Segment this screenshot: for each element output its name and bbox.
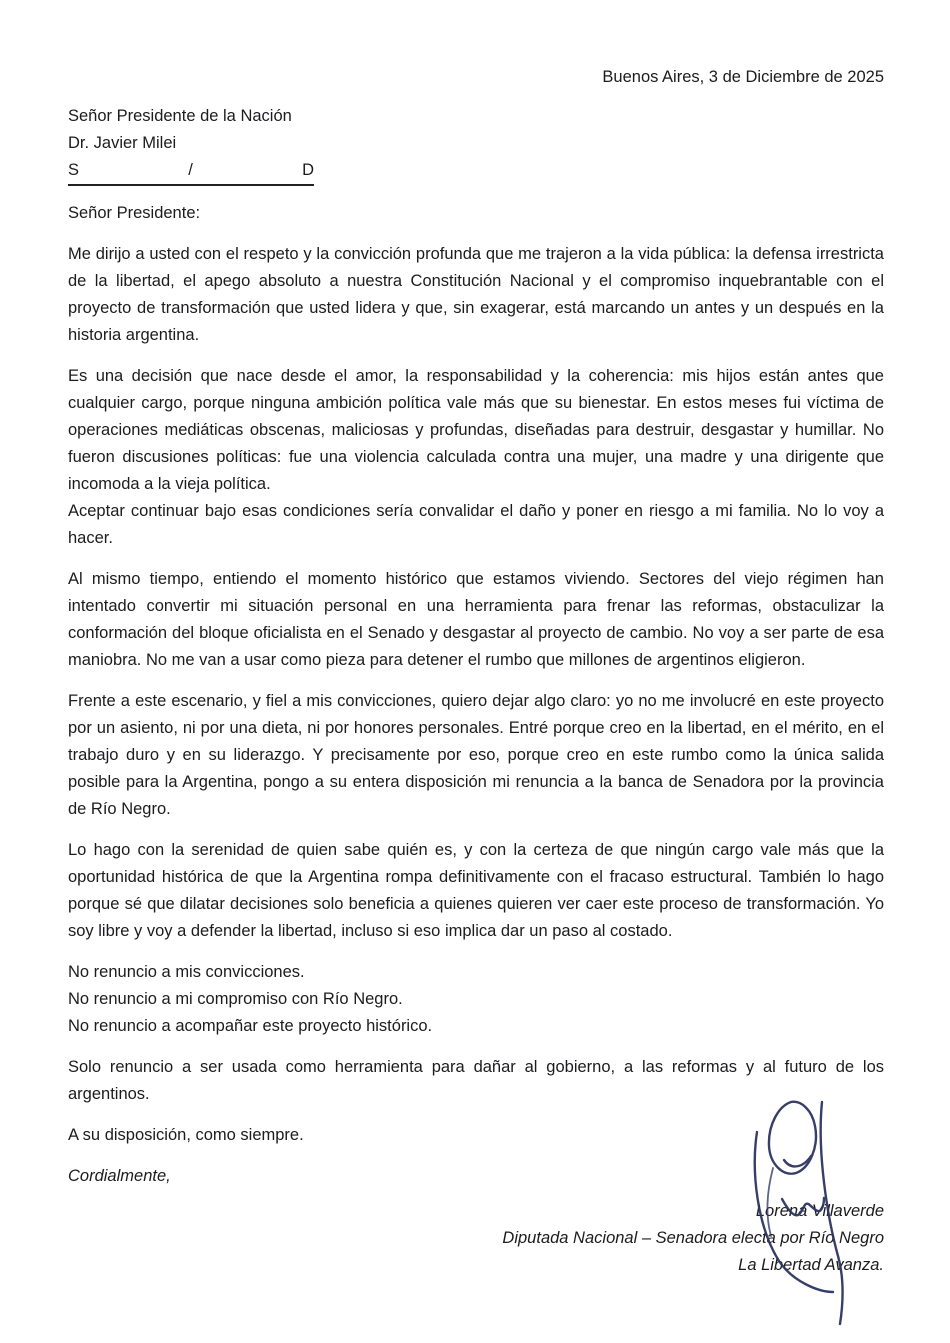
paragraph — [68, 688, 884, 823]
signature-block — [68, 1198, 884, 1279]
paragraph-line: Es una decisión que nace desde el amor, la responsabilidad y la coherencia: mis hijos están antes que cualquier cargo, porque ninguna ambición política vale más que su bienestar. En estos meses fui víctima de operaciones mediáticas obscenas, maliciosas y profundas, diseñadas para destruir, desgastar y humillar. No fueron discusiones políticas: fue una violencia calculada contra una mujer, una madre y una dirigente que incomoda a la vieja política. — [68, 367, 884, 493]
sd-right: D — [302, 161, 314, 179]
paragraph-line: No renuncio a acompañar este proyecto histórico. — [68, 1017, 433, 1035]
signature-title: Diputada Nacional – Senadora electa por Río Negro — [502, 1229, 884, 1247]
paragraph — [68, 566, 884, 674]
signature-party: La Libertad Avanza. — [738, 1256, 884, 1274]
sd-line — [68, 158, 314, 186]
paragraph-line: No renuncio a mi compromiso con Río Negro. — [68, 990, 403, 1008]
paragraph-line: No renuncio a mis convicciones. — [68, 963, 305, 981]
paragraph-line: Solo renuncio a ser usada como herramienta para dañar al gobierno, a las reformas y al futuro de los argentinos. — [68, 1058, 884, 1103]
sd-left: S — [68, 161, 80, 179]
signature-name: Lorena Villaverde — [755, 1202, 884, 1220]
date-line: Buenos Aires, 3 de Diciembre de 2025 — [602, 68, 884, 86]
recipient-line-name: Dr. Javier Milei — [68, 134, 177, 152]
sd-separator: / — [188, 161, 193, 179]
recipient-block — [68, 103, 884, 186]
letter-body — [68, 241, 884, 1108]
recipient-line-title: Señor Presidente de la Nación — [68, 107, 292, 125]
paragraph-line: Aceptar continuar bajo esas condiciones sería convalidar el daño y poner en riesgo a mi familia. No lo voy a hacer. — [68, 502, 884, 547]
paragraph — [68, 241, 884, 349]
salutation: Señor Presidente: — [68, 204, 201, 222]
paragraph — [68, 959, 884, 1040]
paragraph — [68, 837, 884, 945]
paragraph — [68, 363, 884, 552]
paragraph-line: Al mismo tiempo, entiendo el momento histórico que estamos viviendo. Sectores del viejo régimen han intentado convertir mi situación personal en una herramienta para frenar las reformas, obstaculizar la conformación del bloque oficialista en el Senado y desgastar al proyecto de cambio. No voy a ser parte de esa maniobra. No me van a usar como pieza para detener el rumbo que millones de argentinos eligieron. — [68, 570, 884, 669]
valediction: Cordialmente, — [68, 1167, 171, 1185]
paragraph — [68, 1054, 884, 1108]
paragraph-line: Me dirijo a usted con el respeto y la convicción profunda que me trajeron a la vida pública: la defensa irrestricta de la libertad, el apego absoluto a nuestra Constitución Nacional y el compromiso inquebrantable con el proyecto de transformación que usted lidera y que, sin exagerar, está marcando un antes y un después en la historia argentina. — [68, 245, 884, 344]
closing-line: A su disposición, como siempre. — [68, 1126, 304, 1144]
paragraph-line: Lo hago con la serenidad de quien sabe quién es, y con la certeza de que ningún cargo vale más que la oportunidad histórica de que la Argentina rompa definitivamente con el fracaso estructural. También lo hago porque sé que dilatar decisiones solo beneficia a quienes quieren ver caer este proceso de transformación. Yo soy libre y voy a defender la libertad, incluso si eso implica dar un paso al costado. — [68, 841, 884, 940]
paragraph-line: Frente a este escenario, y fiel a mis convicciones, quiero dejar algo claro: yo no me involucré en este proyecto por un asiento, ni por una dieta, ni por honores personales. Entré porque creo en la libertad, en el mérito, en el trabajo duro y en su liderazgo. Y precisamente por eso, porque creo en este rumbo como la única salida posible para la Argentina, pongo a su entera disposición mi renuncia a la banca de Senadora por la provincia de Río Negro. — [68, 692, 884, 818]
